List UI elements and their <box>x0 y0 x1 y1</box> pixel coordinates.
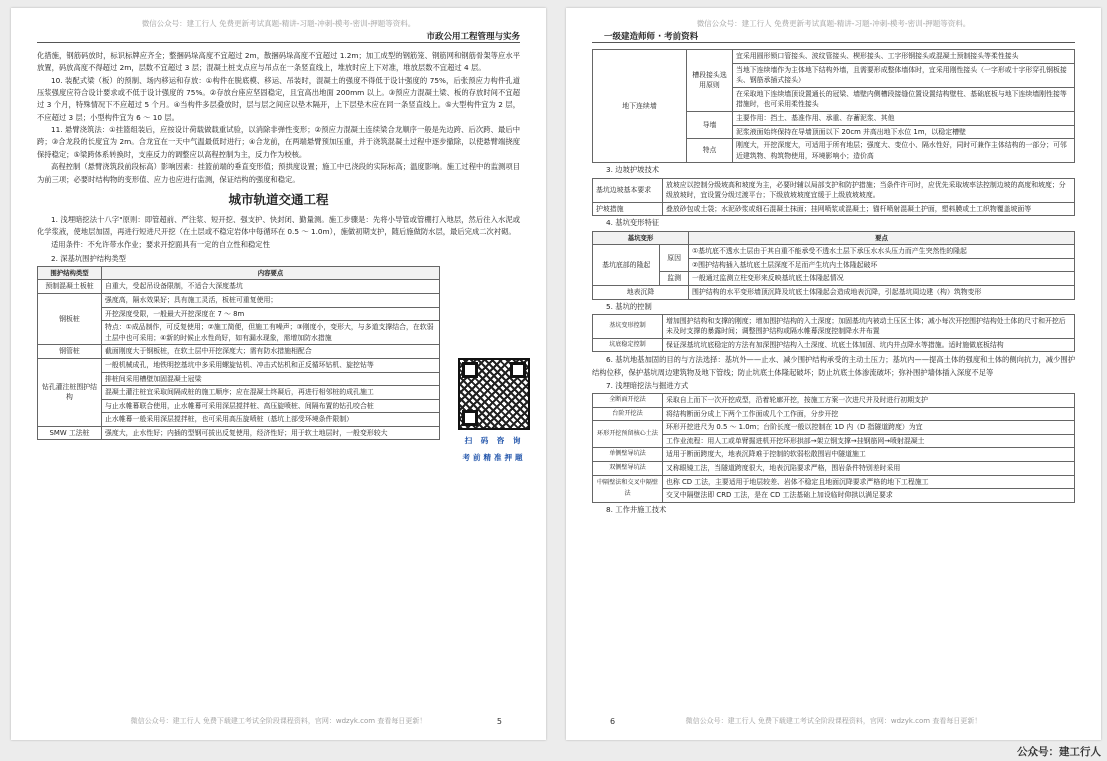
table-cell: 保证深基坑坑底稳定的方法有加深围护结构入土深度、坑底土体加固、坑内井点降水等措施。适时施做底板结构 <box>663 338 1075 352</box>
table-cell: 特点：①成品制作，可反复使用；②施工简便，但施工有噪声；③刚度小，变形大，与多道支撑结合，在软弱土层中也可采用；④新的时候止水性尚好，如有漏水现象，需增加防水措施 <box>102 321 440 345</box>
table-cell: ①基坑底不透水土层由于其自重不能承受不透水土层下承压水水头压力而产生突然性的隆起 <box>689 245 1075 259</box>
paragraph: 高程控制（悬臂浇筑段前段标高）影响因素：挂篮前端的垂直变形值；预拱度设置；施工中已浇段的实际标高；温度影响。施工过程中的监测项目为前三项；必要时结构物的变形值、应力也应进行监测，保证结构的强度和稳定。 <box>37 162 520 184</box>
table-cell: 截面刚度大于钢板桩，在软土层中开挖深度大；需有防水措施相配合 <box>102 345 440 359</box>
table-cell: 自重大，受起吊设备限制，不适合大深度基坑 <box>102 280 440 294</box>
table-cell: 中隔壁法和交叉中隔壁法 <box>593 475 663 502</box>
bottom-watermark: 微信公众号：建工行人 免费下载建工考试全阶段课程资料，官网：wdzyk.com 查看每日更新！ <box>685 717 982 725</box>
table-cell: 钢板桩 <box>38 293 102 344</box>
page-header-title: 一级建造师师 · 考前资料 <box>604 32 699 42</box>
table-row <box>593 272 1075 286</box>
section-heading: 5. 基坑的控制 <box>606 301 652 311</box>
table-header-cell: 要点 <box>689 231 1075 245</box>
corner-watermark: 公众号：建工行人 <box>1017 746 1101 758</box>
table-cell: 排桩间采用槽壁加固混凝土冠梁 <box>102 372 440 386</box>
table-cell: 将结构断面分成上下两个工作面或几个工作面，分步开挖 <box>663 407 1075 421</box>
table-cell: 泥浆液面始终保持在导墙顶面以下 20cm 并高出地下水位 1m，以稳定槽壁 <box>733 125 1075 139</box>
table-row <box>593 245 1075 259</box>
table-cell: 环形开挖预留核心土法 <box>593 421 663 448</box>
table-row <box>593 338 1075 352</box>
table-cell: 刚度大，开挖深度大，可适用于所有地层；强度大、变位小、隔水性好，同时可兼作主体结构的一部分；可邻近建筑物、构筑物使用，环境影响小；造价高 <box>733 139 1075 163</box>
paragraph: 6. 基坑地基加固的目的与方法选择：基坑外——止水、减少围护结构承受的主动土压力；基坑内——提高土体的强度和土体的侧向抗力，减少围护结构位移，保护基坑周边建筑物及地下管线；防止坑底土体隆起破坏；防止坑底土体渗流破坏；弥补围护墙体插入深度不足等 <box>592 355 1075 377</box>
table-cell: 主要作用：挡土、基准作用、承重、存蓄泥浆、其他 <box>733 111 1075 125</box>
qr-finder-icon <box>462 362 478 378</box>
table-cell: 槽段接头选用原则 <box>687 50 733 112</box>
table-cell: 坑底稳定控制 <box>593 338 663 352</box>
table-row <box>38 280 440 294</box>
conditions-text: 适用条件：不允许带水作业；要求开挖面具有一定的自立性和稳定性 <box>51 240 270 250</box>
table-header-row <box>38 266 440 280</box>
table-cell: 地下连续墙 <box>593 50 687 163</box>
section-heading: 4. 基坑变形特征 <box>606 218 660 228</box>
table-cell: 环形开挖进尺为 0.5 ～ 1.0m；台阶长度一般以控制在 1D 内（D 指隧道跨度）为宜 <box>663 421 1075 435</box>
paragraph: 1. 浅埋暗挖法十八字"原则：即管超前、严注浆、短开挖、强支护、快封闭、勤量测。施工步骤是：先将小导管或管棚打入地层，然后往入水泥或化学浆液，使地层加固，再进行短进尺开挖（在土层或不稳定岩体中每循环在 0.5 ～ 1.0m），施做初期支护，随后施做防水层，最后完成二次衬砌。 <box>37 214 520 237</box>
table-header-cell: 围护结构类型 <box>38 266 102 280</box>
table-cell: 强度高，隔水效果好；具有施工灵活，板桩可重复使用； <box>102 293 440 307</box>
table-cell: 增加围护结构和支撑的刚度；增加围护结构的入土深度；加固基坑内被动土压区土体；减小每次开挖围护结构处土体的尺寸和开挖后未及时支撑的暴露时间；调整围护结构或隔水帷幕深度控制降水井布置 <box>663 314 1075 338</box>
bottom-watermark: 微信公众号：建工行人 免费下载建工考试全阶段课程资料，官网：wdzyk.com 查看每日更新！ <box>130 717 427 725</box>
page-header-title: 市政公用工程管理与实务 <box>426 32 520 42</box>
excavation-method-table <box>592 393 1075 503</box>
table-cell: 当地下连续墙作为主体地下结构外墙，且需要形成整体墙体时，宜采用刚性接头（一字形或十字形穿孔钢板接头、钢筋承插式接头） <box>733 63 1075 87</box>
header-divider <box>37 42 520 43</box>
table-cell: 基坑边坡基本要求 <box>593 178 663 202</box>
diaphragm-wall-table <box>592 49 1075 163</box>
section-heading: 7. 浅埋暗挖法与掘进方式 <box>606 380 689 390</box>
table-cell: 钢管桩 <box>38 345 102 359</box>
table-row <box>38 358 440 372</box>
table-cell: 单侧壁导坑法 <box>593 448 663 462</box>
table-row <box>593 394 1075 408</box>
table-cell: 采取自上而下一次开挖成型，沿着轮廓开挖，按施工方案一次进尺并及时进行初期支护 <box>663 394 1075 408</box>
qr-code-icon[interactable] <box>458 358 530 430</box>
qr-caption: 扫 码 咨 询 <box>464 436 524 445</box>
table-cell: 宜采用圆形锁口管接头、波纹管接头、楔形接头、工字形钢接头或混凝土预制接头等柔性接头 <box>733 50 1075 64</box>
table-row <box>593 421 1075 435</box>
table-row <box>593 178 1075 202</box>
table-cell: 台阶开挖法 <box>593 407 663 421</box>
table-row <box>593 489 1075 503</box>
table-cell: 导墙 <box>687 111 733 138</box>
table-caption: 2. 深基坑围护结构类型 <box>51 253 126 263</box>
table-row <box>38 293 440 307</box>
page-number: 5 <box>496 717 502 726</box>
paragraph: 11. 悬臂浇筑法：①挂篮组装后，应按设计荷载做载重试验，以消除非弹性变形；②预应力混凝土连续梁合龙顺序一般是先边跨、后次跨、最后中跨；③合龙段的长度宜为 2m。合龙宜在一天中气温最低时进行；④合龙前，在两端悬臂预加压重，并于浇筑混凝土过程中逐步撤除，以使悬臂端挠度保持稳定；⑤梁跨体系转换时，支座反力的调整应以高程控制为主，反力作为校核。 <box>37 125 520 159</box>
right-page-body <box>592 49 1075 517</box>
table-row <box>38 426 440 440</box>
left-page-body <box>37 50 520 440</box>
table-row <box>593 475 1075 489</box>
paragraph: 化措施，钢筋码放时，标识标牌应齐全；整捆码垛高度不宜超过 2m，散捆码垛高度不宜超过 1.2m；加工成型的钢筋笼、钢筋网和钢筋骨架等应水平放置，码放高度不得超过 2m，层数不宜超过 3 层；混凝土桩支点应与吊点在一条竖直线上，堆放时应上下对准，堆放层数不宜超过 4 层。 <box>37 51 520 73</box>
table-cell: 双侧壁导坑法 <box>593 462 663 476</box>
table-cell: 与止水帷幕联合使用，止水帷幕可采用深层搅拌桩、高压旋喷桩、间隔布置的钻孔咬合桩 <box>102 399 440 413</box>
table-cell: 基坑变形控制 <box>593 314 663 338</box>
table-cell: 放坡应以控制分级坡高和坡度为主，必要时辅以局部支护和防护措施；当条件许可时，应优先采取坡率法控制边坡的高度和坡度；分级放坡时，宜设置分级过渡平台；下级放坡坡度宜缓于上级放坡坡度。 <box>663 178 1075 202</box>
table-cell: 又称眼镜工法，当隧道跨度很大，地表沉陷要求严格，围岩条件特别差时采用 <box>663 462 1075 476</box>
table-cell: 全断面开挖法 <box>593 394 663 408</box>
section-heading: 8. 工作井施工技术 <box>606 504 667 514</box>
table-header-cell: 内容要点 <box>102 266 440 280</box>
left-page <box>11 8 546 740</box>
control-table <box>592 314 1075 353</box>
table-row <box>593 434 1075 448</box>
table-cell: ②围护结构插入基坑底土层深度不足而产生坑内土体隆起破坏 <box>689 258 1075 272</box>
table-row <box>593 50 1075 64</box>
table-cell: 开挖深度受限，一般最大开挖深度在 7 ～ 8m <box>102 307 440 321</box>
qr-finder-icon <box>510 362 526 378</box>
table-row <box>593 448 1075 462</box>
table-cell: 围护结构的水平变形墙顶沉降及坑底土体隆起会造成地表沉降，引起基坑周边建（构）筑物变形 <box>689 285 1075 299</box>
section-title: 城市轨道交通工程 <box>228 191 329 207</box>
table-cell: 一般通过监测立柱变形来反映基坑底土体隆起情况 <box>689 272 1075 286</box>
table-header-row <box>593 231 1075 245</box>
table-row <box>593 202 1075 216</box>
right-page <box>566 8 1101 740</box>
table-cell: 交叉中隔壁法即 CRD 工法，是在 CD 工法基础上加设临时仰拱以满足要求 <box>663 489 1075 503</box>
slope-protection-table <box>592 178 1075 217</box>
table-row <box>593 285 1075 299</box>
deformation-table <box>592 231 1075 300</box>
table-cell: 强度大，止水性好；内插的型钢可拔出反复使用，经济性好；用于软土地层时，一般变形较大 <box>102 426 440 440</box>
table-cell: 工作业流程：用人工或单臂掘进机开挖环形拱部→架立钢支撑→挂钢筋网→喷射混凝土 <box>663 434 1075 448</box>
table-cell: 混凝土灌注桩宜采取间隔成桩的施工顺序；应在混凝土终凝后，再进行相邻桩的成孔施工 <box>102 386 440 400</box>
table-cell: 基坑底部的隆起 <box>593 245 660 286</box>
header-divider <box>592 42 1075 43</box>
table-row <box>593 314 1075 338</box>
table-cell: 监测 <box>660 272 689 286</box>
table-header-cell: 基坑变形 <box>593 231 689 245</box>
table-cell: 叠放砂包或土袋；水泥砂浆或细石混凝土抹面；挂网喷浆或混凝土；锚杆喷射混凝土护面，塑料膜或土工织物覆盖坡面等 <box>663 202 1075 216</box>
table-cell: 特点 <box>687 139 733 163</box>
table-cell: 适用于断面跨度大，地表沉降难于控制的软弱松散围岩中隧道施工 <box>663 448 1075 462</box>
table-row <box>38 345 440 359</box>
table-cell: 预制混凝土板桩 <box>38 280 102 294</box>
top-watermark: 微信公众号：建工行人 免费更新考试真题-精讲-习题-冲刺-模考-密训-押题等资料。 <box>141 19 416 28</box>
table-row <box>593 407 1075 421</box>
table-cell: SMW 工法桩 <box>38 426 102 440</box>
table-cell: 护坡措施 <box>593 202 663 216</box>
table-cell: 一般机械成孔，地铁明挖基坑中多采用螺旋钻机、冲击式钻机和正反循环钻机、旋挖钻等 <box>102 358 440 372</box>
qr-code-promo[interactable] <box>451 356 537 488</box>
table-cell: 原因 <box>660 245 689 272</box>
qr-caption: 考前精准押题 <box>462 453 526 462</box>
qr-finder-icon <box>462 410 478 426</box>
table-cell: 钻孔灌注桩围护结构 <box>38 358 102 426</box>
table-cell: 也称 CD 工法，主要适用于地层较差、岩体不稳定且地面沉降要求严格的地下工程施工 <box>663 475 1075 489</box>
table-cell: 在采取地下连续墙顶设置通长的冠梁、墙壁内侧槽段接缝位置设置结构壁柱、基础底板与地下连续墙刚性接等措施时，也可采用柔性接头 <box>733 87 1075 111</box>
page-number: 6 <box>610 717 616 726</box>
table-cell: 止水帷幕一般采用深层搅拌桩，也可采用高压旋喷桩（基坑上部受环境条件限制） <box>102 413 440 427</box>
top-watermark: 微信公众号：建工行人 免费更新考试真题-精讲-习题-冲刺-模考-密训-押题等资料。 <box>696 19 971 28</box>
paragraph: 10. 装配式梁（板）的预制、场内移运和存放：①构件在脱底模、移运、吊装时，混凝土的强度不得低于设计强度的 75%，后张预应力构件孔道压浆强度应符合设计要求或不低于设计强度的 75%。②存放台座应坚固稳定，且宜高出地面 200mm 以上。③预应力混凝土梁、板的存放时间不宜超过 3 个月，特殊情况下不应超过 5 个月。④当构件多层叠放时，层与层之间应以垫木隔开，上下层垫木应在同一条竖直线上。⑤大型构件宜为 2 层，不应超过 3 层；小型构件宜为 6 ～ 10 层。 <box>37 75 520 122</box>
section-heading: 3. 边坡护坡技术 <box>606 165 660 175</box>
table-cell: 地表沉降 <box>593 285 689 299</box>
table-row <box>593 462 1075 476</box>
retaining-structure-table <box>37 266 440 441</box>
